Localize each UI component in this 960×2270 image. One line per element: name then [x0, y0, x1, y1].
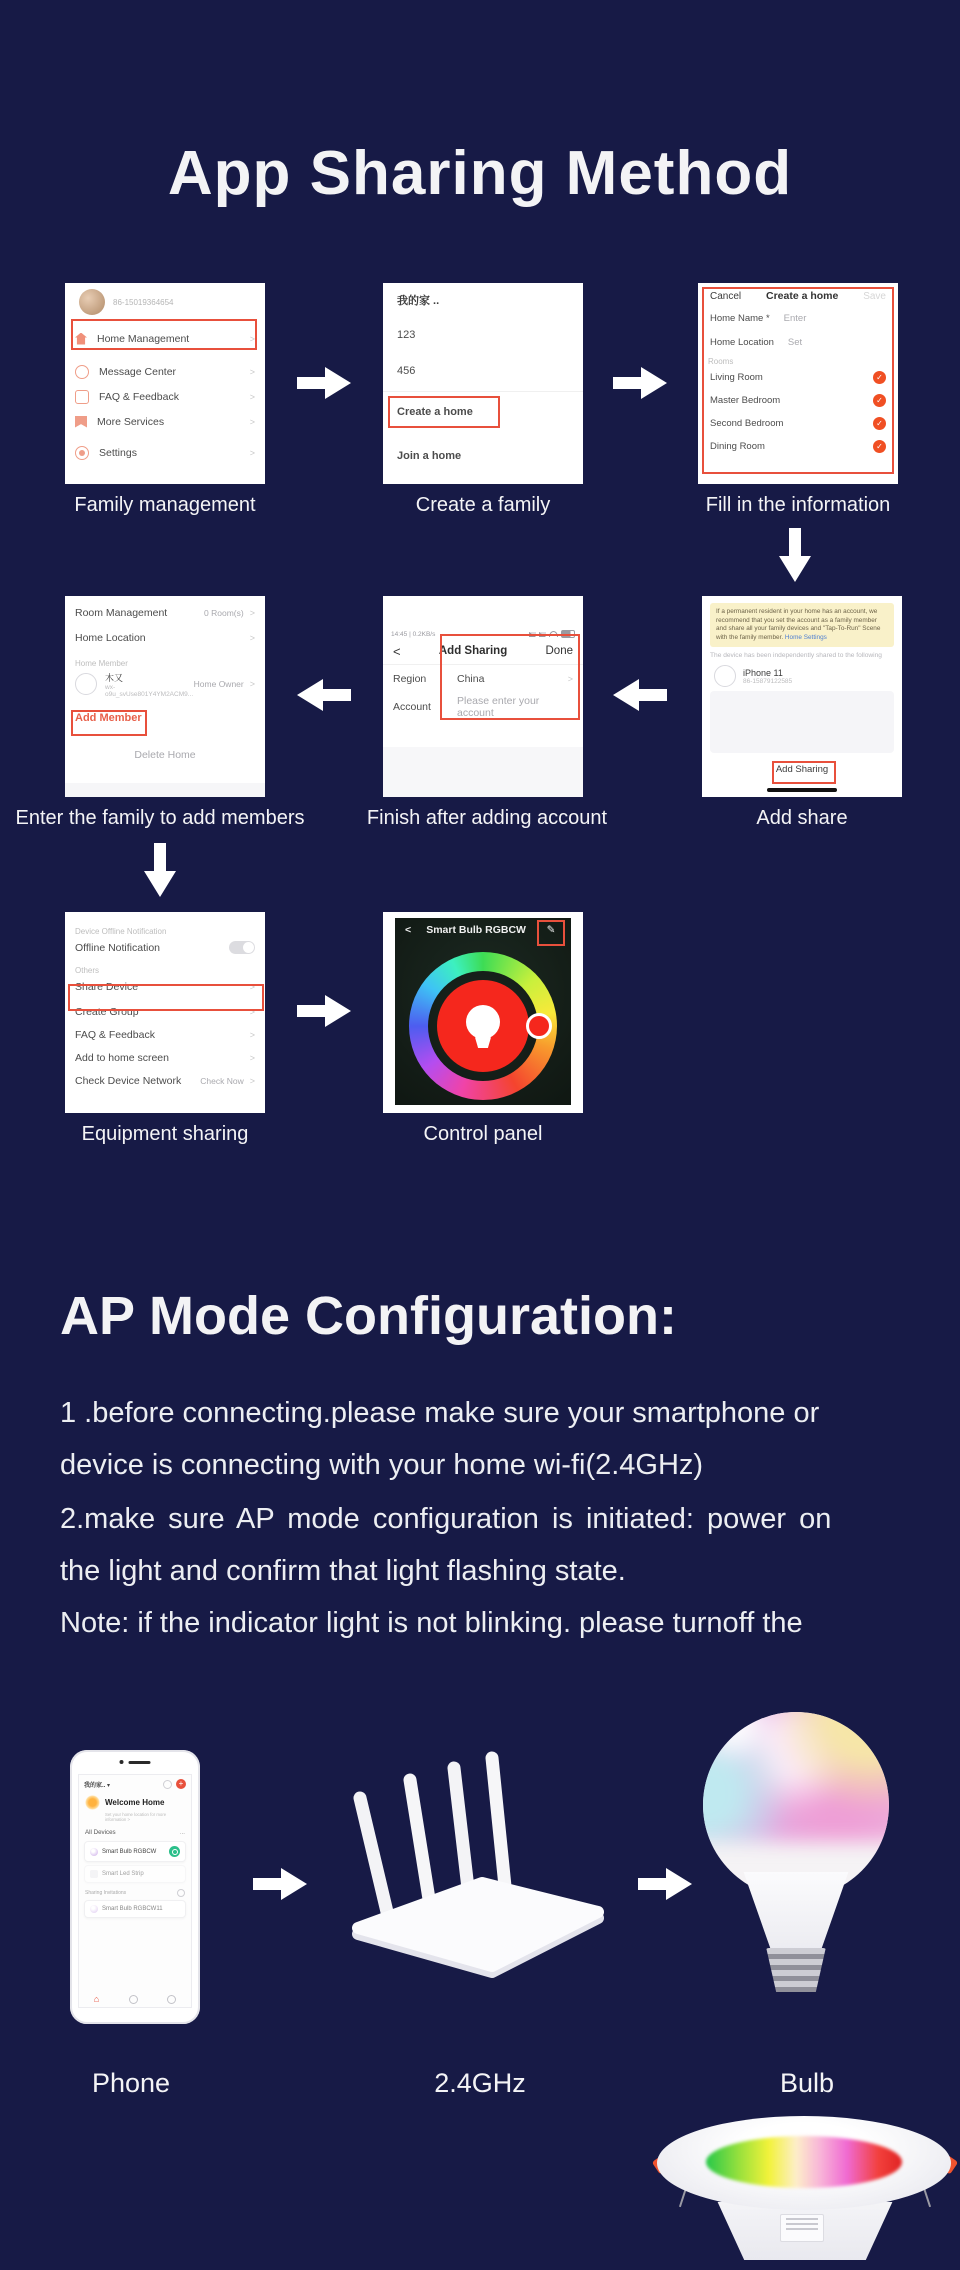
- save-button[interactable]: Save: [863, 290, 886, 302]
- home-selector[interactable]: 我的家 ..: [397, 295, 440, 307]
- chevron-right-icon: >: [249, 416, 255, 427]
- screenshot-add-sharing: [383, 596, 583, 797]
- room-label: Dining Room: [710, 441, 765, 452]
- cancel-button[interactable]: Cancel: [710, 290, 742, 302]
- room-management-row[interactable]: [65, 600, 265, 625]
- screenshot-family-management: [65, 283, 265, 484]
- toggle-label: Offline Notification: [75, 941, 161, 954]
- device-card-label: Smart Bulb RGBCW: [102, 1848, 157, 1855]
- check-icon[interactable]: ✓: [873, 394, 886, 407]
- highlight-box-edit: [537, 920, 565, 946]
- share-note: [710, 603, 894, 647]
- home-location-label: Home Location: [710, 336, 774, 348]
- avatar: [79, 289, 105, 315]
- arrow-right-icon: [613, 364, 667, 402]
- shared-device-row[interactable]: [714, 665, 894, 687]
- member-row[interactable]: [65, 668, 265, 700]
- highlight-box-home-management: [71, 319, 257, 350]
- message-icon: [75, 365, 89, 379]
- arrow-right-icon: [638, 1865, 692, 1903]
- phone-screen: [78, 1774, 192, 2008]
- settings-icon[interactable]: [177, 1889, 185, 1897]
- screenshot-add-members: [65, 596, 265, 797]
- member-role: Home Owner: [193, 679, 244, 689]
- row-label: Check Device Network: [75, 1074, 182, 1087]
- sun-icon: [85, 1795, 100, 1810]
- step-caption: Family management: [74, 494, 256, 516]
- shared-devices-line: The device has been independently shared to the following: [710, 652, 882, 660]
- sharing-invitations-label: Sharing Invitations: [85, 1890, 127, 1896]
- instruction-line: Note: if the indicator light is not blinking. please turnoff the: [60, 1607, 803, 1639]
- device-card-label: Smart Bulb RGBCW11: [102, 1906, 163, 1912]
- nav-title: Add Sharing: [438, 645, 508, 657]
- home-name-label: Home Name *: [710, 312, 770, 324]
- chevron-right-icon: >: [249, 632, 255, 643]
- row-label: Share Device: [75, 980, 139, 993]
- room-label: Second Bedroom: [710, 418, 784, 429]
- chevron-right-icon: >: [249, 981, 255, 992]
- arrow-left-icon: [297, 676, 351, 714]
- instruction-line: 1 .before connecting.please make sure your smartphone or: [60, 1397, 820, 1429]
- region-value: China: [457, 673, 485, 685]
- control-panel-screen: [395, 918, 571, 1105]
- home-name-placeholder: Enter: [783, 312, 807, 324]
- row-value: 0 Room(s): [204, 607, 244, 618]
- chevron-right-icon: >: [249, 447, 255, 458]
- row-label: Create Group: [75, 1005, 139, 1018]
- screenshot-equipment-sharing: [65, 912, 265, 1113]
- welcome-subtitle: Set your home location for more information >: [105, 1812, 167, 1822]
- arrow-right-icon: [253, 1865, 307, 1903]
- screenshot-fill-information: [698, 283, 898, 484]
- add-member-button[interactable]: Add Member: [75, 712, 142, 724]
- step-caption: Enter the family to add members: [15, 807, 305, 829]
- chevron-right-icon: >: [249, 366, 255, 377]
- menu-label: Settings: [99, 446, 137, 459]
- home-list-item[interactable]: 123: [397, 329, 416, 341]
- step-caption: Fill in the information: [705, 494, 891, 516]
- offline-toggle[interactable]: [229, 941, 255, 954]
- hardware-label: 2.4GHz: [434, 2068, 526, 2098]
- downlight-image: [652, 2110, 958, 2268]
- menu-item-settings[interactable]: [65, 440, 265, 465]
- others-section-label: Others: [75, 966, 100, 975]
- phone-home-selector[interactable]: 我的家.. ▾: [84, 1782, 111, 1789]
- edit-icon[interactable]: ✎: [546, 924, 556, 936]
- page-title: App Sharing Method: [167, 139, 793, 208]
- device-card-label: Smart Led Strip: [102, 1871, 144, 1877]
- bell-icon: [163, 1780, 172, 1789]
- screenshot-create-family: [383, 283, 583, 484]
- add-device-button[interactable]: +: [176, 1779, 186, 1789]
- profile-row: [65, 283, 265, 323]
- step-caption: Finish after adding account: [366, 807, 608, 829]
- highlight-box-add-sharing: [440, 634, 580, 720]
- home-list-item[interactable]: 456: [397, 365, 416, 377]
- step-caption: Equipment sharing: [81, 1123, 249, 1145]
- member-name: 木又: [105, 672, 124, 683]
- region-label: Region: [393, 673, 427, 685]
- check-device-network-row[interactable]: [65, 1069, 265, 1092]
- offline-notification-row: [65, 936, 265, 959]
- arrow-right-icon: [297, 364, 351, 402]
- bulb-icon: [466, 1005, 500, 1039]
- menu-label: More Services: [97, 415, 165, 428]
- add-sharing-button[interactable]: Add Sharing: [775, 764, 829, 775]
- device-account: 86-15879122585: [743, 677, 793, 685]
- room-label: Master Bedroom: [710, 395, 781, 406]
- menu-item-more-services[interactable]: [65, 409, 265, 434]
- done-button[interactable]: Done: [545, 645, 573, 657]
- check-now-value: Check Now: [200, 1075, 244, 1086]
- menu-item-message-center[interactable]: [65, 359, 265, 384]
- home-indicator: [767, 788, 837, 792]
- section-heading: AP Mode Configuration:: [60, 1286, 677, 1346]
- screenshot-add-share: [702, 596, 902, 797]
- nav-profile-icon[interactable]: [167, 1995, 176, 2004]
- menu-label: FAQ & Feedback: [99, 390, 179, 403]
- screenshot-control-panel: [383, 912, 583, 1113]
- account-placeholder: Please enter your account: [457, 695, 540, 719]
- chevron-right-icon: >: [249, 1006, 255, 1017]
- step-caption: Create a family: [415, 494, 551, 516]
- gear-icon: [75, 446, 89, 460]
- welcome-title: Welcome Home: [105, 1798, 165, 1807]
- instruction-line: the light and confirm that light flashing state.: [60, 1555, 626, 1587]
- power-toggle-icon[interactable]: [169, 1846, 180, 1857]
- bulb-glass: [703, 1712, 889, 1898]
- instruction-line: 2.make sure AP mode configuration is initiated: power on: [60, 1503, 832, 1535]
- menu-item-faq-feedback[interactable]: [65, 384, 265, 409]
- footer-strip: [383, 747, 583, 797]
- all-devices-label: All Devices: [85, 1829, 116, 1836]
- nav-home-icon[interactable]: ⌂: [93, 1994, 100, 2004]
- chevron-right-icon: >: [249, 391, 255, 402]
- member-id: wx-o9u_svUse801Y4YM2ACM9...: [105, 683, 194, 698]
- add-to-home-screen-row[interactable]: [65, 1046, 265, 1069]
- arrow-left-icon: [613, 676, 667, 714]
- chevron-right-icon: >: [249, 1075, 255, 1086]
- more-icon[interactable]: ...: [179, 1829, 185, 1836]
- menu-label: Message Center: [99, 365, 177, 378]
- home-settings-link[interactable]: Home Settings: [784, 633, 827, 641]
- back-icon[interactable]: <: [393, 643, 401, 659]
- offline-section-label: Device Offline Notification: [75, 927, 167, 936]
- bulb-thumb-icon: [90, 1905, 98, 1913]
- empty-panel: [710, 691, 894, 753]
- step-caption: Control panel: [423, 1123, 543, 1145]
- bulb-image: [703, 1712, 893, 2002]
- note-text: If a permanent resident in your home has an account, we recommend that you set the account as a family member and share all your family devices and "Tap-To-Run" Scene with the family member.: [716, 608, 881, 641]
- highlight-box-form: [702, 287, 894, 474]
- strip-thumb-icon: [90, 1870, 98, 1878]
- check-icon[interactable]: ✓: [873, 371, 886, 384]
- bookmark-icon: [75, 416, 87, 428]
- chevron-right-icon: >: [567, 674, 573, 684]
- device-card-bulb[interactable]: [84, 1841, 186, 1862]
- nav-scene-icon[interactable]: [129, 1995, 138, 2004]
- row-label: Add to home screen: [75, 1051, 169, 1064]
- device-card-shared-bulb[interactable]: [84, 1900, 186, 1918]
- faq-icon: [75, 390, 89, 404]
- home-location-value: Set: [787, 336, 803, 348]
- router-graphic: [330, 1728, 620, 1978]
- router-image: [330, 1728, 620, 1978]
- color-preview: [437, 980, 529, 1072]
- highlight-box-create-home: [388, 396, 500, 428]
- form-title: Create a home: [765, 290, 839, 302]
- bulb-thumb-icon: [90, 1848, 98, 1856]
- arrow-down-icon: [141, 843, 179, 897]
- footer-strip: [65, 783, 265, 797]
- status-text: 14:45 | 0.2KB/s: [391, 630, 436, 638]
- row-label: Home Location: [75, 631, 146, 644]
- member-avatar: [75, 673, 97, 695]
- delete-home-button[interactable]: Delete Home: [134, 749, 196, 761]
- chevron-right-icon: >: [249, 679, 255, 689]
- highlight-box-share-device: [68, 981, 264, 1011]
- rooms-section-label: Rooms: [708, 357, 734, 366]
- instruction-line: device is connecting with your home wi-fi(2.4GHz): [60, 1449, 704, 1481]
- row-label: FAQ & Feedback: [75, 1028, 155, 1041]
- account-label: Account: [393, 701, 431, 713]
- bulb-screw-base: [765, 1948, 827, 1992]
- back-icon[interactable]: <: [405, 924, 412, 936]
- check-icon[interactable]: ✓: [873, 440, 886, 453]
- downlight-label: [780, 2214, 824, 2242]
- device-card-strip[interactable]: [84, 1865, 186, 1883]
- join-home-button[interactable]: Join a home: [397, 450, 462, 462]
- faq-feedback-row[interactable]: [65, 1023, 265, 1046]
- row-label: Room Management: [75, 606, 168, 619]
- chevron-right-icon: >: [249, 607, 255, 618]
- check-icon[interactable]: ✓: [873, 417, 886, 430]
- highlight-box-add-member: [71, 710, 147, 736]
- device-title: Smart Bulb RGBCW: [426, 924, 526, 936]
- menu-label: Home Management: [97, 332, 190, 345]
- bulb-color-glow: [703, 1712, 889, 1842]
- room-label: Living Room: [710, 372, 763, 383]
- arrow-right-icon: [297, 992, 351, 1030]
- device-name: iPhone 11: [743, 667, 783, 678]
- step-caption: Add share: [756, 807, 848, 829]
- chevron-right-icon: >: [249, 1052, 255, 1063]
- create-home-button[interactable]: Create a home: [397, 406, 473, 418]
- hardware-label: Phone: [91, 2068, 171, 2098]
- color-selector-handle[interactable]: [526, 1013, 552, 1039]
- home-location-row[interactable]: [65, 625, 265, 650]
- downlight-rgb-face: [706, 2136, 902, 2188]
- hardware-label: Bulb: [779, 2068, 835, 2098]
- phone-bottom-nav: [79, 1994, 191, 2004]
- phone-image: [70, 1750, 200, 2024]
- bulb-neck: [739, 1872, 853, 1950]
- arrow-down-icon: [776, 528, 814, 582]
- home-member-section: Home Member: [75, 659, 128, 668]
- phone-speaker: [120, 1760, 151, 1764]
- chevron-right-icon: >: [249, 333, 255, 344]
- account-number: 86-15019364654: [113, 297, 174, 307]
- device-avatar: [714, 665, 736, 687]
- chevron-right-icon: >: [249, 1029, 255, 1040]
